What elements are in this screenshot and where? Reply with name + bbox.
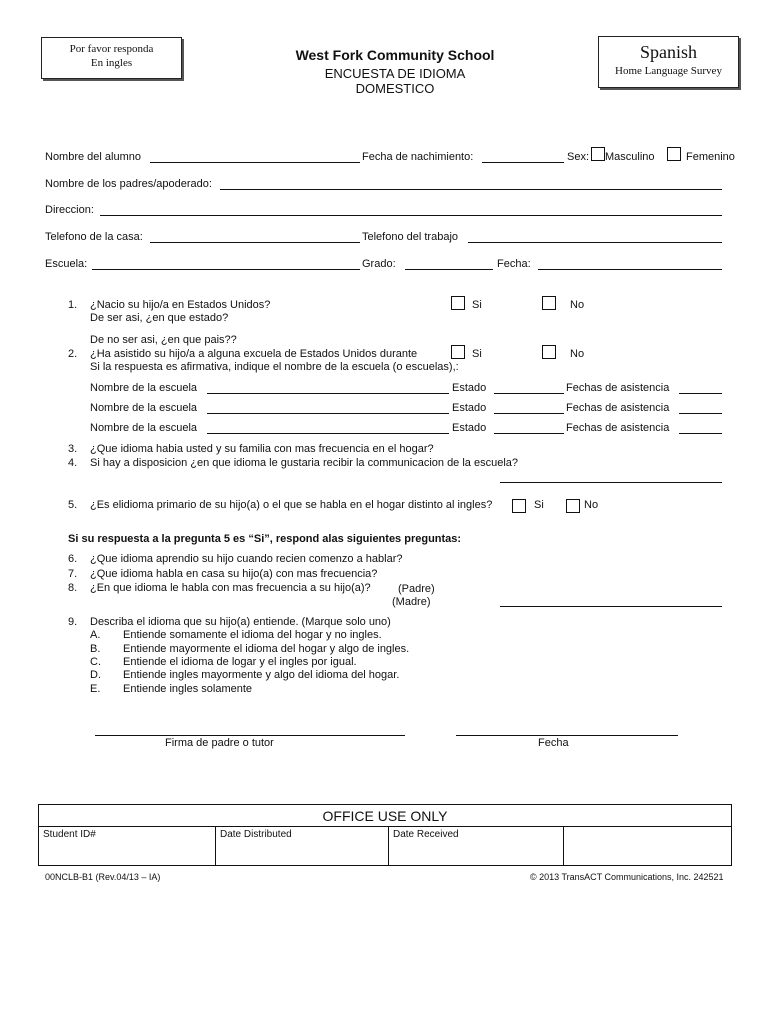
signature-date-line[interactable]	[456, 735, 678, 736]
q1-text-c: De no ser asi, ¿en que pais??	[90, 334, 237, 346]
office-use-table	[38, 804, 732, 866]
birth-date-label: Fecha de nachimiento:	[362, 151, 474, 163]
birth-date-line[interactable]	[482, 162, 564, 163]
q1-text-b: De ser asi, ¿en que estado?	[90, 312, 229, 324]
q9-option-e-text: Entiende ingles solamente	[123, 683, 253, 695]
parents-line[interactable]	[220, 189, 722, 190]
q9-option-d-text: Entiende ingles mayormente y algo del idioma del hogar.	[123, 669, 400, 681]
language-subtitle: Home Language Survey	[615, 65, 722, 77]
q8-madre-label: (Madre)	[392, 596, 431, 608]
q2-text-b: Si la respuesta es afirmativa, indique el nombre de la escuela (o escuelas),:	[90, 361, 459, 373]
q5-yes-label: Si	[534, 499, 544, 511]
signature-label: Firma de padre o tutor	[165, 737, 274, 749]
q5-no-checkbox[interactable]	[566, 499, 580, 513]
work-phone-label: Telefono del trabajo	[362, 231, 459, 243]
school-label: Escuela:	[45, 258, 88, 270]
q2-yes-label: Si	[472, 348, 482, 360]
q1-text-a: ¿Nacio su hijo/a en Estados Unidos?	[90, 299, 271, 311]
q1-no-checkbox[interactable]	[542, 296, 556, 310]
school-row-1-state-label: Estado	[452, 382, 487, 394]
female-checkbox[interactable]	[667, 147, 681, 161]
school-row-1-dates-label: Fechas de asistencia	[566, 382, 670, 394]
q2-no-checkbox[interactable]	[542, 345, 556, 359]
q1-yes-label: Si	[472, 299, 482, 311]
grade-line[interactable]	[405, 269, 493, 270]
q1-no-label: No	[570, 299, 585, 311]
school-row-2-dates-label: Fechas de asistencia	[566, 402, 670, 414]
school-row-2-name-label: Nombre de la escuela	[90, 402, 198, 414]
respond-line-2: En ingles	[90, 57, 133, 69]
date-distributed-cell[interactable]: Date Distributed	[216, 827, 389, 866]
section-heading: Si su respuesta a la pregunta 5 es “Si”, respond alas siguientes preguntas:	[68, 533, 462, 545]
q9-option-b-text: Entiende mayormente el idioma del hogar y algo de ingles.	[123, 643, 410, 655]
q8-text: ¿En que idioma le habla con mas frecuencia a su hijo(a)?	[90, 582, 371, 594]
school-row-3-state-line[interactable]	[494, 433, 564, 434]
q4-text: Si hay a disposicion ¿en que idioma le gustaria recibir la communicacion de la escuela?	[90, 457, 519, 469]
office-use-title: OFFICE USE ONLY	[39, 805, 732, 827]
q5-text: ¿Es elidioma primario de su hijo(a) o el que se habla en el hogar distinto al ingles?	[90, 499, 493, 511]
sex-label: Sex:	[567, 151, 590, 163]
date-label: Fecha:	[497, 258, 531, 270]
q3-text: ¿Que idioma habia usted y su familia con mas frecuencia en el hogar?	[90, 443, 434, 455]
school-row-1-dates-line[interactable]	[679, 393, 722, 394]
q6-text: ¿Que idioma aprendio su hijo cuando recien comenzo a hablar?	[90, 553, 403, 565]
signature-date-label: Fecha	[538, 737, 569, 749]
date-received-cell[interactable]: Date Received	[389, 827, 564, 866]
q9-text: Describa el idioma que su hijo(a) entiende. (Marque solo uno)	[90, 616, 391, 628]
q1-number: 1.	[68, 299, 78, 311]
q9-option-d-letter: D.	[90, 669, 101, 681]
q4-answer-line[interactable]	[500, 482, 722, 483]
student-name-label: Nombre del alumno	[45, 151, 141, 163]
q2-no-label: No	[570, 348, 585, 360]
school-row-2-state-line[interactable]	[494, 413, 564, 414]
q3-number: 3.	[68, 443, 78, 455]
language-name: Spanish	[639, 42, 697, 62]
school-row-3-state-label: Estado	[452, 422, 487, 434]
q1-yes-checkbox[interactable]	[451, 296, 465, 310]
q5-no-label: No	[584, 499, 599, 511]
school-row-3-name-label: Nombre de la escuela	[90, 422, 198, 434]
language-box	[598, 36, 739, 88]
school-row-2-dates-line[interactable]	[679, 413, 722, 414]
student-id-cell[interactable]: Student ID#	[39, 827, 216, 866]
male-label: Masculino	[605, 151, 655, 163]
q9-option-a-text: Entiende somamente el idioma del hogar y no ingles.	[123, 629, 382, 641]
school-row-2-state-label: Estado	[452, 402, 487, 414]
respond-line-1: Por favor responda	[69, 43, 154, 55]
q9-option-e-letter: E.	[90, 683, 101, 695]
q7-text: ¿Que idioma habla en casa su hijo(a) con mas frecuencia?	[90, 568, 378, 580]
q7-number: 7.	[68, 568, 78, 580]
q6-number: 6.	[68, 553, 78, 565]
q9-option-c-letter: C.	[90, 656, 101, 668]
school-row-3-dates-line[interactable]	[679, 433, 722, 434]
survey-title-line-2: DOMESTICO	[355, 81, 435, 96]
work-phone-line[interactable]	[468, 242, 722, 243]
q5-number: 5.	[68, 499, 78, 511]
q9-option-b-letter: B.	[90, 643, 101, 655]
school-row-1-name-line[interactable]	[207, 393, 449, 394]
address-line[interactable]	[100, 215, 722, 216]
q9-option-a-letter: A.	[90, 629, 101, 641]
q8-answer-line[interactable]	[500, 606, 722, 607]
student-name-line[interactable]	[150, 162, 360, 163]
male-checkbox[interactable]	[591, 147, 605, 161]
home-phone-label: Telefono de la casa:	[45, 231, 143, 243]
school-row-1-name-label: Nombre de la escuela	[90, 382, 198, 394]
copyright: © 2013 TransACT Communications, Inc. 242521	[530, 872, 724, 882]
school-row-3-dates-label: Fechas de asistencia	[566, 422, 670, 434]
q8-number: 8.	[68, 582, 78, 594]
respond-in-english-box	[41, 37, 182, 79]
parents-label: Nombre de los padres/apoderado:	[45, 178, 212, 190]
office-blank-cell[interactable]	[564, 827, 732, 866]
school-line[interactable]	[92, 269, 360, 270]
school-row-1-state-line[interactable]	[494, 393, 564, 394]
q4-number: 4.	[68, 457, 78, 469]
q2-yes-checkbox[interactable]	[451, 345, 465, 359]
q9-option-c-text: Entiende el idioma de logar y el ingles por igual.	[123, 656, 357, 668]
q5-yes-checkbox[interactable]	[512, 499, 526, 513]
q8-padre-label: (Padre)	[398, 583, 435, 595]
form-code: 00NCLB-B1 (Rev.04/13 – IA)	[45, 872, 161, 882]
survey-title-line-1: ENCUESTA DE IDIOMA	[324, 66, 466, 81]
school-row-2-name-line[interactable]	[207, 413, 449, 414]
date-line[interactable]	[538, 269, 722, 270]
school-row-3-name-line[interactable]	[207, 433, 449, 434]
signature-line[interactable]	[95, 735, 405, 736]
address-label: Direccion:	[45, 204, 94, 216]
female-label: Femenino	[686, 151, 735, 163]
q9-number: 9.	[68, 616, 78, 628]
home-phone-line[interactable]	[150, 242, 360, 243]
q2-number: 2.	[68, 348, 78, 360]
q2-text-a: ¿Ha asistido su hijo/a a alguna excuela de Estados Unidos durante	[90, 348, 418, 360]
grade-label: Grado:	[362, 258, 396, 270]
school-name: West Fork Community School	[295, 47, 495, 63]
